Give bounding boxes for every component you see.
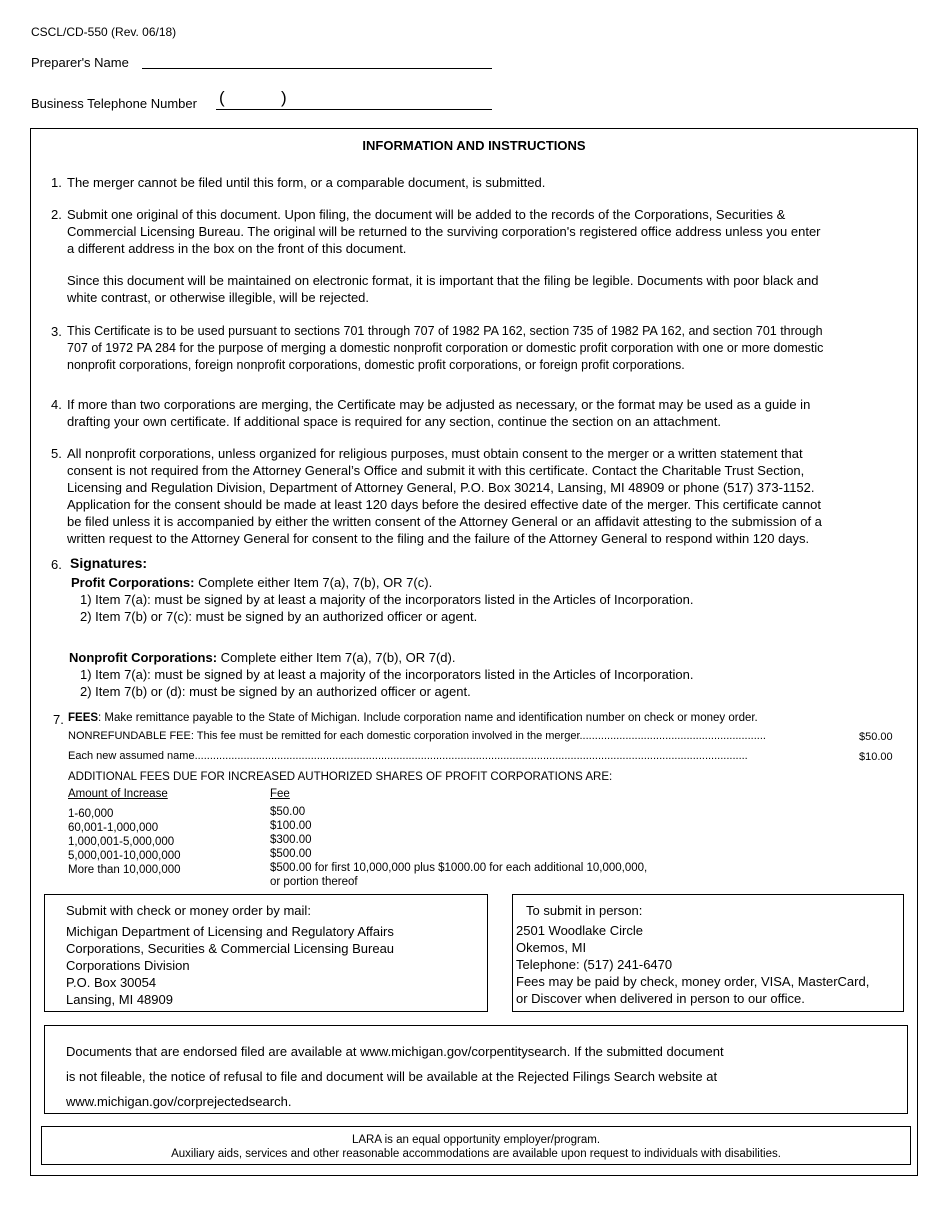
text-line: If more than two corporations are merging, the Certificate may be adjusted as necessary, or the format may be used as a guide in — [67, 397, 811, 412]
fee-table-amount-column — [68, 807, 181, 877]
address-line: Lansing, MI 48909 — [66, 992, 173, 1007]
equal-opportunity-text — [41, 1133, 911, 1161]
text-line: 707 of 1972 PA 284 for the purpose of merging a domestic nonprofit corporation or domestic profit corporation with one or more domestic — [67, 341, 824, 355]
text-line: Since this document will be maintained on electronic format, it is important that the filing be legible. Documents with poor black and — [67, 273, 819, 288]
instructions-title: INFORMATION AND INSTRUCTIONS — [362, 138, 586, 153]
item-3-text — [67, 323, 887, 374]
table-cell: 60,001-1,000,000 — [68, 822, 159, 834]
item-2-paragraph-2 — [67, 272, 887, 306]
text-line: All nonprofit corporations, unless organized for religious purposes, must obtain consent to the merger or a written statement that — [67, 446, 803, 461]
text-line: Commercial Licensing Bureau. The original will be returned to the surviving corporation's registered office address unless you enter — [67, 224, 821, 239]
form-id: CSCL/CD-550 (Rev. 06/18) — [31, 25, 177, 39]
profit-rule-1: 1) Item 7(a): must be signed by at least a majority of the incorporators listed in the Articles of Incorporation. — [80, 592, 694, 607]
assumed-name-fee-amount: $10.00 — [859, 751, 893, 763]
business-phone-label: Business Telephone Number — [31, 96, 197, 111]
footer-line-1: LARA is an equal opportunity employer/program. — [351, 1134, 601, 1146]
nonprofit-corporations-label: Nonprofit Corporations: — [69, 650, 218, 665]
table-cell: $500.00 for first 10,000,000 plus $1000.00 for each additional 10,000,000, — [270, 862, 648, 874]
text-line: is not fileable, the notice of refusal to file and document will be available at the Rejected Filings Search website at — [66, 1069, 718, 1084]
address-line: Fees may be paid by check, money order, VISA, MasterCard, — [516, 974, 870, 989]
address-line: or Discover when delivered in person to our office. — [516, 991, 805, 1006]
business-phone-field[interactable] — [216, 109, 492, 110]
fee-table-header-amount: Amount of Increase — [68, 788, 168, 800]
address-line: Michigan Department of Licensing and Regulatory Affairs — [66, 924, 394, 939]
text-line: drafting your own certificate. If additional space is required for any section, continue the section on an attachment. — [67, 414, 721, 429]
documents-availability-text — [66, 1039, 724, 1114]
address-line: 2501 Woodlake Circle — [516, 923, 643, 938]
item-number: 6. — [51, 557, 62, 572]
item-1-text: The merger cannot be filed until this form, or a comparable document, is submitted. — [67, 175, 546, 190]
fees-instructions: : Make remittance payable to the State of Michigan. Include corporation name and identification number on check or money order. — [98, 712, 758, 724]
nonrefundable-fee-amount: $50.00 — [859, 731, 893, 743]
text-line: nonprofit corporations, foreign nonprofit corporations, domestic profit corporations, or foreign profit corporations. — [67, 358, 685, 372]
table-cell: $50.00 — [270, 806, 306, 818]
phone-open-paren: ( — [219, 88, 225, 107]
item-number: 2. — [51, 207, 62, 222]
address-line: Corporations Division — [66, 958, 190, 973]
in-person-box-heading: To submit in person: — [526, 903, 643, 918]
text-line: be filed unless it is accompanied by either the written consent of the Attorney General or an affidavit attesting to the submission of a — [67, 514, 822, 529]
address-line: P.O. Box 30054 — [66, 975, 157, 990]
nonrefundable-fee-label: NONREFUNDABLE FEE: This fee must be remitted for each domestic corporation involved in the merger............................................................. — [68, 730, 766, 742]
assumed-name-fee-label: Each new assumed name..................................................................................................................................................................................... — [68, 750, 748, 762]
fees-heading-line — [68, 711, 758, 725]
item-number: 3. — [51, 324, 62, 339]
nonprofit-rule-2: 2) Item 7(b) or (d): must be signed by an authorized officer or agent. — [80, 684, 471, 699]
text-line: This Certificate is to be used pursuant to sections 701 through 707 of 1982 PA 162, section 735 of 1982 PA 162, and section 701 through — [67, 324, 823, 338]
address-line: Corporations, Securities & Commercial Licensing Bureau — [66, 941, 395, 956]
table-cell: $300.00 — [270, 834, 312, 846]
text-line: Submit one original of this document. Upon filing, the document will be added to the records of the Corporations, Securities & — [67, 207, 786, 222]
text-line: Licensing and Regulation Division, Department of Attorney General, P.O. Box 30214, Lansing, MI 48909 or phone (517) 373-1152. — [67, 480, 815, 495]
additional-fees-heading: ADDITIONAL FEES DUE FOR INCREASED AUTHORIZED SHARES OF PROFIT CORPORATIONS ARE: — [68, 771, 613, 783]
profit-corporations-label: Profit Corporations: — [71, 575, 195, 590]
text-line: consent is not required from the Attorney General’s Office and submit it with this certificate. Contact the Charitable Trust Section, — [67, 463, 805, 478]
preparer-name-label: Preparer's Name — [31, 55, 129, 70]
table-cell: $100.00 — [270, 820, 312, 832]
item-number: 5. — [51, 446, 62, 461]
phone-close-paren: ) — [281, 88, 287, 107]
profit-corporations-line — [71, 574, 432, 591]
address-line: Okemos, MI — [516, 940, 587, 955]
item-4-text — [67, 396, 887, 430]
profit-rule-2: 2) Item 7(b) or 7(c): must be signed by an authorized officer or agent. — [80, 609, 478, 624]
footer-line-2: Auxiliary aids, services and other reasonable accommodations are available upon request to individuals with disabilities. — [171, 1148, 781, 1160]
fee-table-fee-column — [270, 805, 647, 889]
signatures-title: Signatures: — [70, 555, 148, 571]
profit-corporations-text: Complete either Item 7(a), 7(b), OR 7(c). — [194, 575, 433, 590]
table-cell: 1-60,000 — [68, 808, 114, 820]
text-line: Documents that are endorsed filed are available at www.michigan.gov/corpentitysearch. If the submitted document — [66, 1044, 724, 1059]
address-line: Telephone: (517) 241-6470 — [516, 957, 673, 972]
text-line: www.michigan.gov/corprejectedsearch. — [66, 1094, 292, 1109]
mail-box-heading: Submit with check or money order by mail: — [66, 903, 311, 918]
in-person-address — [516, 922, 869, 1007]
nonprofit-rule-1: 1) Item 7(a): must be signed by at least a majority of the incorporators listed in the Articles of Incorporation. — [80, 667, 694, 682]
item-5-text — [67, 445, 887, 547]
table-cell: 1,000,001-5,000,000 — [68, 836, 175, 848]
item-2-text — [67, 206, 887, 257]
table-cell: or portion thereof — [270, 876, 358, 888]
text-line: white contrast, or otherwise illegible, will be rejected. — [67, 290, 370, 305]
text-line: written request to the Attorney General for consent to the filing and the failure of the Attorney General to respond within 120 days. — [67, 531, 810, 546]
nonprofit-corporations-line — [69, 649, 455, 666]
text-line: Application for the consent should be made at least 120 days before the desired effective date of the merger. This certificate cannot — [67, 497, 821, 512]
preparer-name-field[interactable] — [142, 68, 492, 69]
table-cell: 5,000,001-10,000,000 — [68, 850, 181, 862]
fees-title: FEES — [68, 712, 99, 724]
table-cell: $500.00 — [270, 848, 312, 860]
item-number: 1. — [51, 175, 62, 190]
text-line: a different address in the box on the front of this document. — [67, 241, 407, 256]
item-number: 7. — [53, 712, 64, 727]
mail-address — [66, 923, 394, 1008]
fee-table-header-fee: Fee — [270, 788, 290, 800]
nonprofit-corporations-text: Complete either Item 7(a), 7(b), OR 7(d). — [217, 650, 456, 665]
item-number: 4. — [51, 397, 62, 412]
table-cell: More than 10,000,000 — [68, 864, 181, 876]
